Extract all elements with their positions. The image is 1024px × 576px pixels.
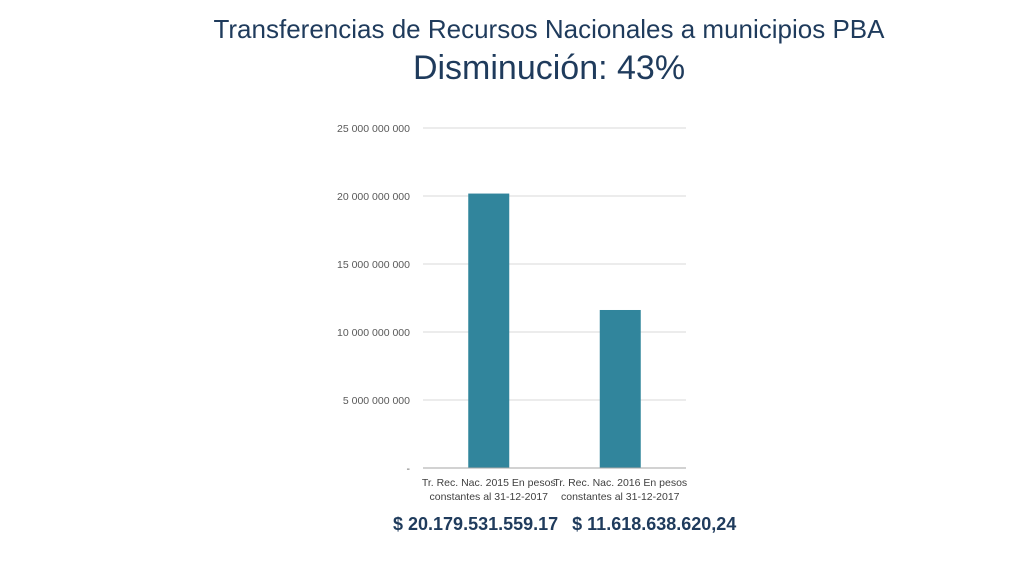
bar [468, 194, 509, 468]
x-category-label: Tr. Rec. Nac. 2015 En pesos [421, 477, 556, 489]
y-tick-label: 5 000 000 000 [342, 395, 410, 407]
total-2015: $ 20.179.531.559.17 [393, 514, 559, 534]
y-tick-label: 15 000 000 000 [337, 259, 410, 271]
slide-subtitle: Disminución: 43% [412, 49, 686, 87]
bar [600, 310, 641, 468]
bars [468, 194, 641, 468]
total-2016: $ 11.618.638.620,24 [572, 514, 737, 534]
gridlines [423, 128, 686, 400]
y-tick-label: 20 000 000 000 [337, 191, 410, 203]
y-tick-label: - [406, 463, 410, 475]
x-category-label: Tr. Rec. Nac. 2016 En pesos [553, 477, 688, 489]
totals-row [393, 514, 736, 535]
slide-title: Transferencias de Recursos Nacionales a municipios PBA [213, 14, 885, 44]
y-tick-label: 10 000 000 000 [337, 327, 410, 339]
x-category-label: constantes al 31-12-2017 [561, 491, 680, 503]
y-tick-label: 25 000 000 000 [337, 123, 410, 135]
x-category-label: constantes al 31-12-2017 [429, 491, 548, 503]
